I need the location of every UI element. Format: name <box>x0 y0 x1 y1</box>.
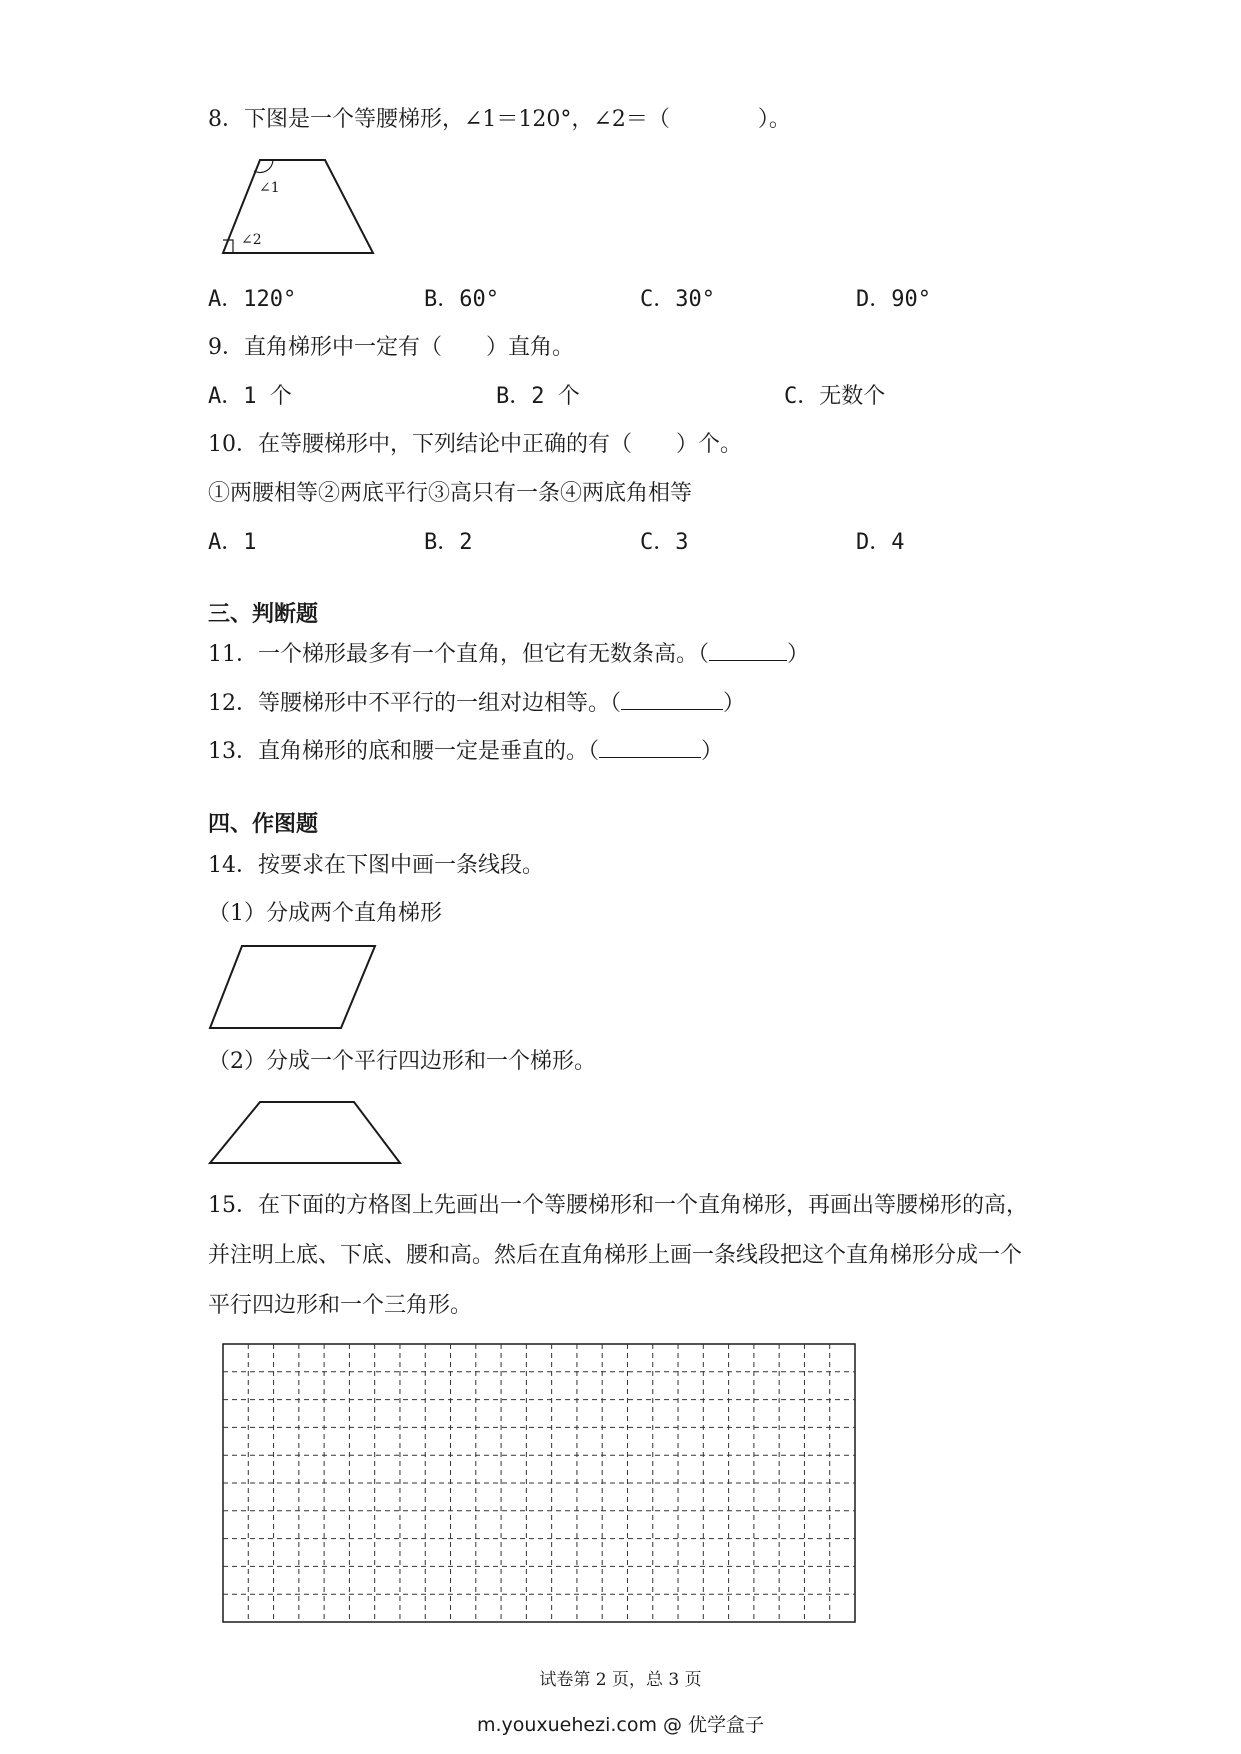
q14-parallelogram-figure[interactable] <box>208 944 378 1030</box>
q8-option-a: A．120° <box>208 287 297 312</box>
q12-text: 12．等腰梯形中不平行的一组对边相等。（ <box>208 691 621 716</box>
angle1-label: ∠1 <box>259 180 280 196</box>
q14-part2: （2）分成一个平行四边形和一个梯形。 <box>208 1049 596 1074</box>
q12-close-paren: ） <box>723 691 746 716</box>
q13-close-paren: ） <box>701 739 724 764</box>
q9-stem: 9．直角梯形中一定有（ ）直角。 <box>208 335 574 360</box>
q11-answer-blank[interactable] <box>709 642 787 661</box>
q9-option-a: A．1 个 <box>208 384 292 409</box>
q8-option-b: B．60° <box>424 287 499 312</box>
q15-square-grid[interactable] <box>222 1343 856 1623</box>
q10-option-d: D．4 <box>856 530 905 555</box>
q14-trapezoid-figure[interactable] <box>208 1100 404 1166</box>
q9-option-b: B．2 个 <box>496 384 580 409</box>
q10-option-c: C．3 <box>640 530 689 555</box>
q8-isosceles-trapezoid-figure <box>215 158 385 258</box>
q10-statements: ①两腰相等②两底平行③高只有一条④两底角相等 <box>208 481 693 506</box>
section3-title: 三、判断题 <box>208 602 319 627</box>
q11-close-paren: ） <box>787 642 810 667</box>
q13-text: 13．直角梯形的底和腰一定是垂直的。（ <box>208 739 599 764</box>
q13-answer-blank[interactable] <box>599 739 701 758</box>
q15-text: 15．在下面的方格图上先画出一个等腰梯形和一个直角梯形，再画出等腰梯形的高，并注明上底、下底、腰和高。然后在直角梯形上画一条线段把这个直角梯形分成一个平行四边形和一个三角形。 <box>208 1193 1028 1318</box>
q9-option-c: C．无数个 <box>784 384 886 409</box>
q12-answer-blank[interactable] <box>621 691 723 710</box>
q8-option-d: D．90° <box>856 287 931 312</box>
parallelogram-outline <box>210 946 375 1028</box>
q12-item <box>208 689 745 719</box>
q10-option-a: A．1 <box>208 530 257 555</box>
q10-option-b: B．2 <box>424 530 473 555</box>
q14-part1: （1）分成两个直角梯形 <box>208 901 442 926</box>
q11-item <box>208 640 809 670</box>
q13-item <box>208 737 723 767</box>
q8-stem: 8．下图是一个等腰梯形，∠1＝120°，∠2＝（ ）。 <box>208 107 791 132</box>
angle2-label: ∠2 <box>241 232 262 248</box>
trapezoid-outline <box>210 1102 400 1163</box>
q11-text: 11．一个梯形最多有一个直角，但它有无数条高。（ <box>208 642 709 667</box>
section4-title: 四、作图题 <box>208 812 319 837</box>
q14-stem: 14．按要求在下图中画一条线段。 <box>208 853 544 878</box>
watermark-text: m.youxuehezi.com @ 优学盒子 <box>476 1714 765 1736</box>
page-footer: 试卷第 2 页，总 3 页 <box>539 1670 702 1690</box>
q10-stem: 10．在等腰梯形中，下列结论中正确的有（ ）个。 <box>208 432 742 457</box>
q8-option-c: C．30° <box>640 287 715 312</box>
